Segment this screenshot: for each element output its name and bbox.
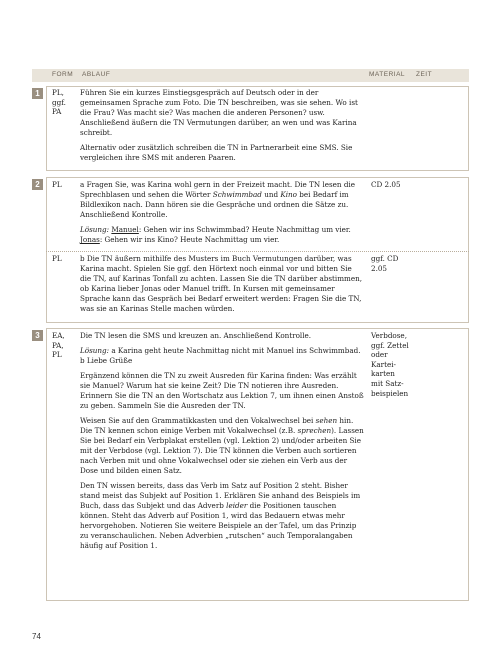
paragraph: Ergänzend können die TN zu zweit Ausreden für Karina finden: Was erzählt sie Manuel? Warum hat sie keine Zeit? Die TN notieren ihre Ausreden. Erinnern Sie die TN an den Wortschatz aus Lektion 7, um ihnen einen Anstoß zu geben. Sammeln Sie die Ausreden der TN. xyxy=(80,371,364,410)
material-cell: CD 2.05 xyxy=(371,180,401,189)
ablauf-cell xyxy=(80,331,365,556)
paragraph: a Fragen Sie, was Karina wohl gern in der Freizeit macht. Die TN lesen die Sprechblasen und sehen die Wörter Schwimmbad und Kino bei Bedarf im Bildlexikon nach. Dann hören sie die Gespräche und ordnen die Sätze zu. Anschließend Kontrolle. xyxy=(80,180,356,219)
header-material: MATERIAL xyxy=(369,71,406,78)
form-cell: PL, ggf. PA xyxy=(52,88,66,116)
form-cell: PL xyxy=(52,254,62,263)
header-zeit: ZEIT xyxy=(416,71,433,78)
section-number: 1 xyxy=(32,88,43,99)
paragraph: Weisen Sie auf den Grammatikkasten und den Vokalwechsel bei sehen hin. Die TN kennen schon einige Verben mit Vokalwechsel (z.B. sprechen). Lassen Sie bei Bedarf ein Verbplakat erstellen (vgl. Lektion 2) und/oder arbeiten Sie mit der Verbdose (vgl. Lektion 7). Die TN können die Verben auch sortieren nach Verben mit und ohne Vokalwechsel oder sie ziehen ein Verb aus der Dose und bilden einen Satz. xyxy=(80,416,364,475)
material-cell: ggf. CD 2.05 xyxy=(371,254,399,273)
paragraph: Führen Sie ein kurzes Einstiegsgespräch auf Deutsch oder in der gemeinsamen Sprache zum Foto. Die TN beschreiben, was sie sehen. Wo ist die Frau? Was macht sie? Was machen die anderen Personen? usw. Anschließend äußern die TN Vermutungen darüber, an wen und was Karina schreibt. xyxy=(80,88,358,137)
header-form: FORM xyxy=(52,71,74,78)
ablauf-cell xyxy=(80,180,365,250)
paragraph: Lösung: a Karina geht heute Nachmittag nicht mit Manuel ins Schwimmbad. b Liebe Grüße xyxy=(80,346,361,365)
paragraph: Den TN wissen bereits, dass das Verb im Satz auf Position 2 steht. Bisher stand meist das Subjekt auf Position 1. Erklären Sie anhand des Beispiels im Buch, dass das Subjekt und das Adverb leider die Positionen tauschen können. Steht das Adverb auf Position 1, wird das Bedauern etwas mehr hervorgehoben. Notieren Sie weitere Beispiele an der Tafel, um das Prinzip zu veranschaulichen. Neben Adverbien „rutschen“ auch Temporalangaben häufig auf Position 1. xyxy=(80,481,361,550)
paragraph: Die TN lesen die SMS und kreuzen an. Anschließend Kontrolle. xyxy=(80,331,312,340)
row-divider xyxy=(46,251,469,252)
ablauf-cell xyxy=(80,88,365,168)
form-cell: PL xyxy=(52,180,62,189)
table-header xyxy=(32,69,469,82)
material-cell: Verbdose, ggf. Zettel oder Kartei- karten mit Satz- beispielen xyxy=(371,331,409,398)
section-number: 2 xyxy=(32,179,43,190)
paragraph: b Die TN äußern mithilfe des Musters im Buch Vermutungen darüber, was Karina macht. Spielen Sie ggf. den Hörtext noch einmal vor und bitten Sie die TN, auf Karinas Tonfall zu achten. Lassen Sie die TN darüber abstimmen, ob Karina lieber Jonas oder Manuel trifft. In Kursen mit gemeinsamer Sprache kann das Gespräch bei Bedarf erweitert werden: Fragen Sie die TN, was sie an Karinas Stelle machen würden. xyxy=(80,254,363,313)
section-number: 3 xyxy=(32,330,43,341)
page-number: 74 xyxy=(32,632,41,641)
paragraph: Lösung: Manuel: Gehen wir ins Schwimmbad? Heute Nachmittag um vier. Jonas: Gehen wir ins Kino? Heute Nachmittag um vier. xyxy=(80,225,351,244)
form-cell: EA, PA, PL xyxy=(52,331,65,359)
ablauf-cell xyxy=(80,254,365,319)
paragraph: Alternativ oder zusätzlich schreiben die TN in Partnerarbeit eine SMS. Sie vergleichen ihre SMS mit anderen Paaren. xyxy=(80,143,353,162)
header-ablauf: ABLAUF xyxy=(82,71,111,78)
